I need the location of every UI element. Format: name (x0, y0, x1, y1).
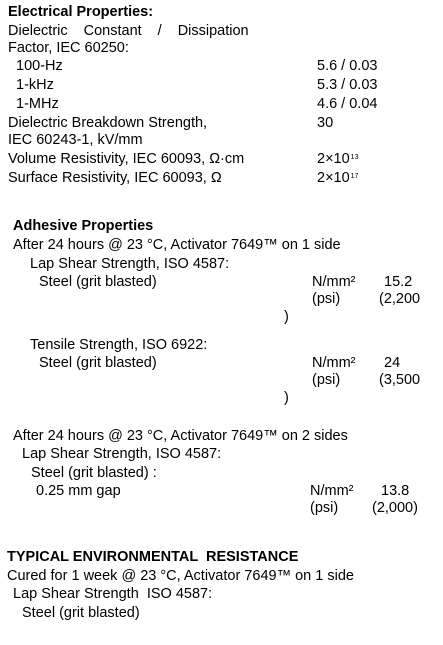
dielectric-label-line2: Factor, IEC 60250: (8, 40, 129, 56)
gap-label: 0.25 mm gap (36, 483, 121, 499)
tensile-close-paren: ) (284, 390, 289, 406)
tensile-unit-nmm2: N/mm² (312, 355, 356, 371)
freq-label-1mhz: 1-MHz (16, 96, 59, 112)
lap-shear-unit-psi: (psi) (312, 291, 341, 307)
tensile-value-nmm2: 24 (384, 355, 401, 371)
adhesive-condition-2sides: After 24 hours @ 23 °C, Activator 7649™ on 2 sides (13, 428, 348, 444)
breakdown-label-line1: Dielectric Breakdown Strength, (8, 115, 208, 131)
lap-shear-steel: Steel (grit blasted) (39, 274, 157, 290)
lap-shear-label-2: Lap Shear Strength, ISO 4587: (22, 446, 222, 462)
environmental-steel: Steel (grit blasted) (22, 605, 140, 621)
tensile-steel: Steel (grit blasted) (39, 355, 157, 371)
freq-value-1khz: 5.3 / 0.03 (317, 77, 378, 93)
freq-value-1mhz: 4.6 / 0.04 (317, 96, 378, 112)
lap-shear-label: Lap Shear Strength, ISO 4587: (30, 256, 230, 272)
surface-base: 2×10 (317, 170, 350, 186)
adhesive-condition-1side: After 24 hours @ 23 °C, Activator 7649™ on 1 side (13, 237, 341, 253)
dielectric-label-line1 (8, 24, 249, 39)
tensile-label: Tensile Strength, ISO 6922: (30, 337, 208, 353)
gap-value-nmm2: 13.8 (381, 483, 410, 499)
dielectric-word-1: Dielectric (8, 23, 68, 39)
surface-exponent: 17 (350, 173, 359, 180)
environmental-lap-shear: Lap Shear Strength ISO 4587: (13, 586, 213, 602)
dielectric-word-2: Constant (83, 23, 142, 39)
volume-exponent: 13 (350, 154, 359, 161)
volume-base: 2×10 (317, 151, 350, 167)
breakdown-label-line2: IEC 60243-1, kV/mm (8, 132, 143, 148)
dielectric-word-3: / (157, 23, 162, 39)
surface-resistivity-value (317, 171, 358, 186)
environmental-cured-condition: Cured for 1 week @ 23 °C, Activator 7649™ on 1 side (7, 568, 354, 584)
environmental-heading: TYPICAL ENVIRONMENTAL RESISTANCE (7, 549, 299, 565)
lap-shear-value-nmm2: 15.2 (384, 274, 413, 290)
volume-resistivity-label: Volume Resistivity, IEC 60093, Ω·cm (8, 151, 245, 167)
freq-label-1khz: 1-kHz (16, 77, 54, 93)
lap-shear-value-psi: (2,200 (379, 291, 421, 307)
gap-unit-nmm2: N/mm² (310, 483, 354, 499)
steel-label-2: Steel (grit blasted) : (31, 465, 157, 481)
lap-shear-close-paren: ) (284, 309, 289, 325)
adhesive-heading: Adhesive Properties (13, 218, 154, 234)
tensile-unit-psi: (psi) (312, 372, 341, 388)
breakdown-value: 30 (317, 115, 334, 131)
dielectric-word-4: Dissipation (177, 23, 249, 39)
volume-resistivity-value (317, 152, 358, 167)
electrical-heading: Electrical Properties: (8, 4, 154, 20)
surface-resistivity-label: Surface Resistivity, IEC 60093, Ω (8, 170, 222, 186)
freq-label-100hz: 100-Hz (16, 58, 63, 74)
lap-shear-unit-nmm2: N/mm² (312, 274, 356, 290)
gap-value-psi: (2,000) (372, 500, 418, 516)
tensile-value-psi: (3,500 (379, 372, 421, 388)
freq-value-100hz: 5.6 / 0.03 (317, 58, 378, 74)
gap-unit-psi: (psi) (310, 500, 339, 516)
